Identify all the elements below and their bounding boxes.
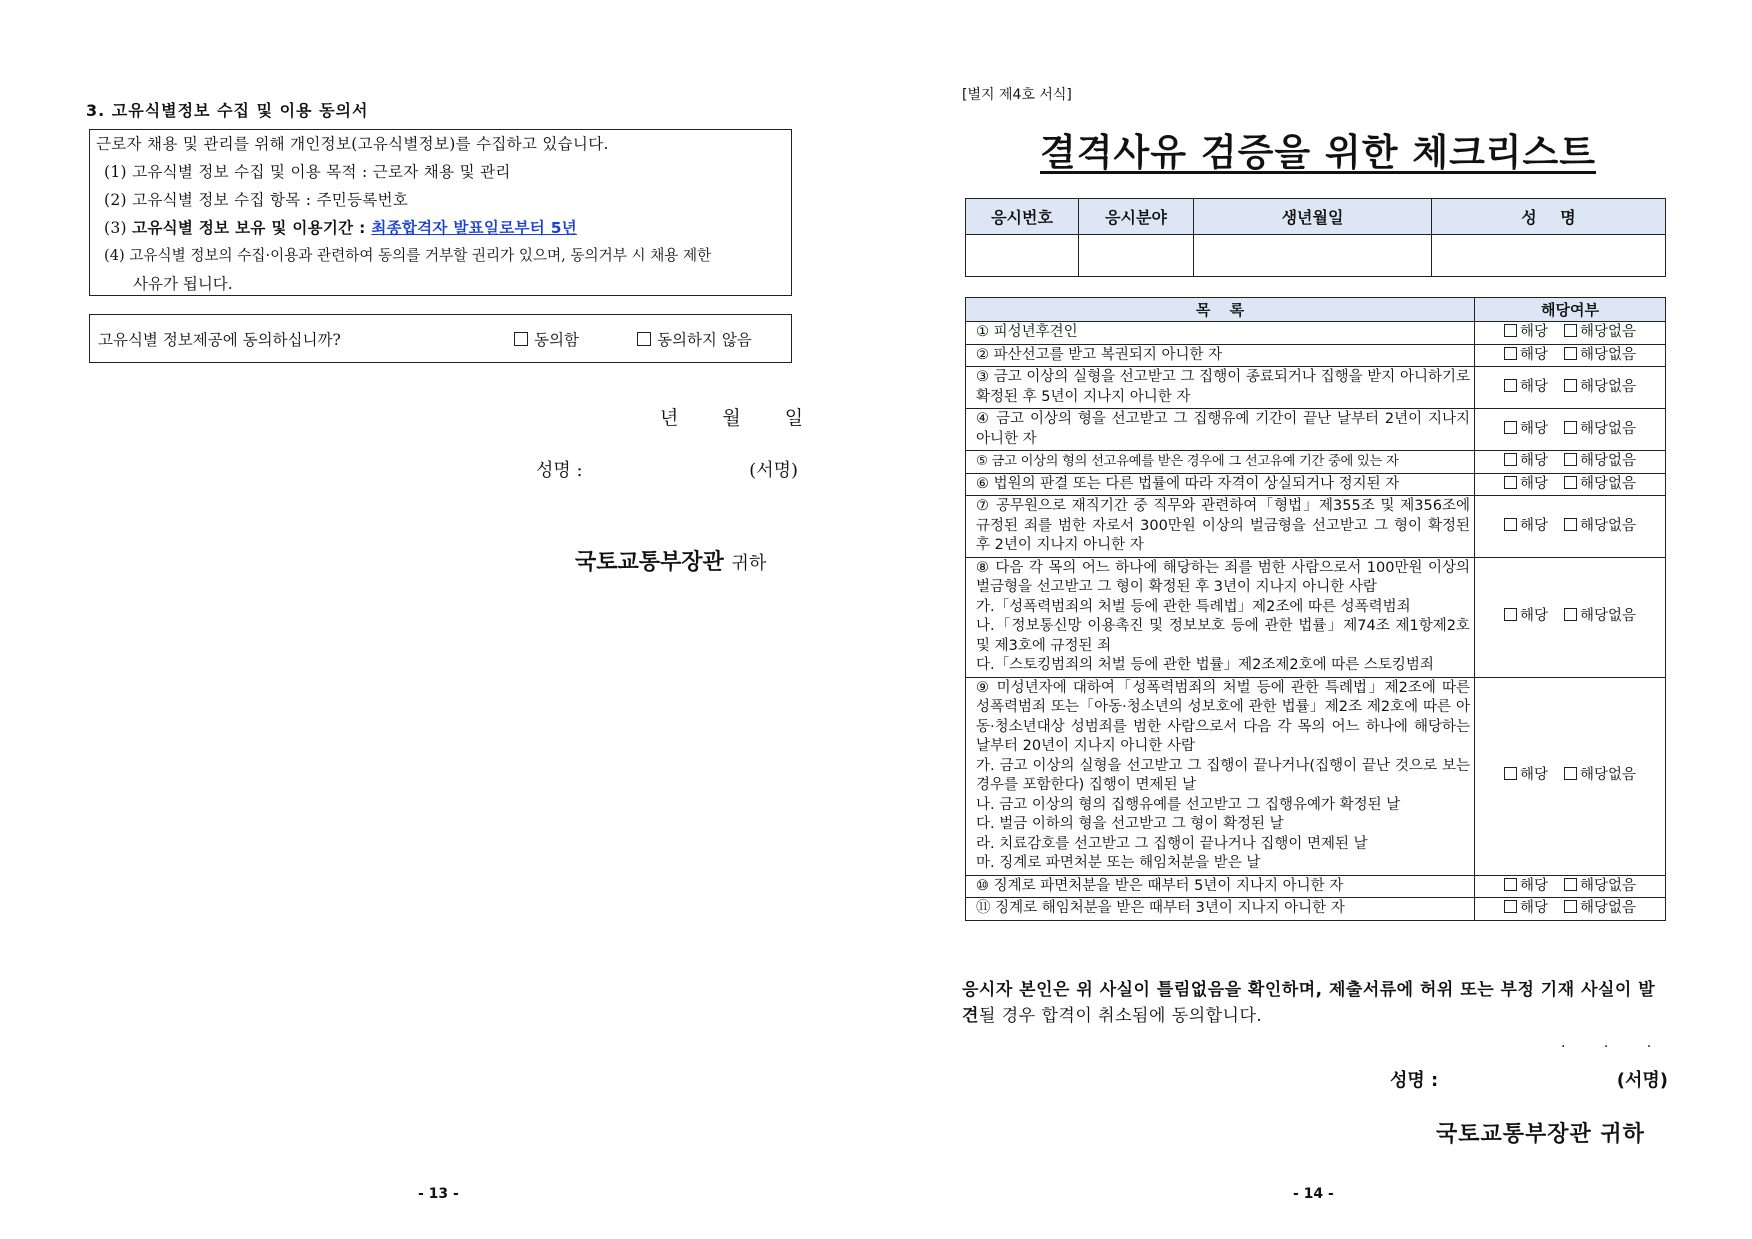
no-checkbox[interactable] xyxy=(1564,476,1577,489)
option-no[interactable] xyxy=(1564,378,1636,398)
checklist-row xyxy=(966,409,1666,451)
item-8-sub-a: 가.「성폭력범죄의 처벌 등에 관한 특례법」제2조에 따른 성폭력범죄 xyxy=(976,598,1411,615)
yes-checkbox[interactable] xyxy=(1504,518,1517,531)
option-no[interactable] xyxy=(1564,323,1636,343)
option-no-label: 해당없음 xyxy=(1579,420,1637,437)
option-yes-label: 해당 xyxy=(1519,324,1548,340)
checklist-options xyxy=(1475,898,1666,921)
name-field[interactable] xyxy=(1432,235,1666,277)
item-9-main: ⑨ 미성년자에 대하여「성폭력범죄의 처벌 등에 관한 특례법」제2조에 따른 성폭력범죄 또는「아동·청소년의 성보호에 관한 법률」제2조 제2호에 따른 아동·청소년대상 성범죄를 범한 사람으로서 다음 각 목의 어느 하나에 해당하는 날부터 20년이 지나지 아니한 사람 xyxy=(976,679,1470,754)
checklist-options xyxy=(1475,367,1666,409)
item-9-sub-b: 나. 금고 이상의 형의 집행유예를 선고받고 그 집행유예가 확정된 날 xyxy=(976,796,1401,813)
checklist-title: 결격사유 검증을 위한 체크리스트 xyxy=(1040,131,1597,174)
checklist-options xyxy=(1475,473,1666,496)
left-signature-line xyxy=(536,456,798,482)
checklist-item-6: ⑥ 법원의 판결 또는 다른 법률에 따라 자격이 상실되거나 정지된 자 xyxy=(966,473,1475,496)
list-header: 목 록 xyxy=(966,298,1475,322)
exam-number-field[interactable] xyxy=(966,235,1079,277)
option-no[interactable] xyxy=(1564,517,1636,537)
agree-label: 동의함 xyxy=(534,331,579,349)
no-checkbox[interactable] xyxy=(1564,767,1577,780)
option-no-label: 해당없음 xyxy=(1579,378,1637,395)
yes-checkbox[interactable] xyxy=(1504,421,1517,434)
right-recipient: 국토교통부장관 귀하 xyxy=(1436,1122,1645,1147)
checklist-row xyxy=(966,344,1666,367)
checklist-options xyxy=(1475,557,1666,677)
option-yes[interactable] xyxy=(1504,475,1548,495)
checklist-options xyxy=(1475,322,1666,345)
exam-field-field[interactable] xyxy=(1079,235,1194,277)
option-yes[interactable] xyxy=(1504,346,1548,366)
option-no[interactable] xyxy=(1564,452,1636,472)
item-9-sub-c: 다. 벌금 이하의 형을 선고받고 그 형이 확정된 날 xyxy=(976,816,1284,832)
option-no-label: 해당없음 xyxy=(1579,517,1637,534)
item-8-sub-b: 나.「정보통신망 이용촉진 및 정보보호 등에 관한 법률」제74조 제1항제2호 및 제3호에 규정된 죄 xyxy=(976,618,1470,654)
checklist-header-row xyxy=(966,298,1666,322)
consent-agree-box xyxy=(89,314,792,363)
disagree-checkbox[interactable] xyxy=(637,332,651,346)
retention-period-link[interactable]: 최종합격자 발표일로부터 5년 xyxy=(371,219,578,237)
left-recipient xyxy=(575,545,766,576)
item-9-sub-e: 마. 징계로 파면처분 또는 해임처분을 받은 날 xyxy=(976,855,1261,871)
no-checkbox[interactable] xyxy=(1564,421,1577,434)
checklist-options xyxy=(1475,496,1666,558)
no-checkbox[interactable] xyxy=(1564,379,1577,392)
no-checkbox[interactable] xyxy=(1564,608,1577,621)
option-no[interactable] xyxy=(1564,607,1636,627)
option-yes-label: 해당 xyxy=(1519,900,1548,916)
option-yes[interactable] xyxy=(1504,877,1548,897)
option-yes[interactable] xyxy=(1504,378,1548,398)
option-no[interactable] xyxy=(1564,766,1636,786)
option-yes[interactable] xyxy=(1504,517,1548,537)
item-9-sub-d: 라. 치료감호를 선고받고 그 집행이 끝나거나 집행이 면제된 날 xyxy=(976,835,1368,852)
disagree-option[interactable] xyxy=(637,328,752,350)
applicant-info-input-row xyxy=(966,235,1666,277)
checklist-item-7: ⑦ 공무원으로 재직기간 중 직무와 관련하여「형법」제355조 및 제356조에 규정된 죄를 범한 자로서 300만원 이상의 벌금형을 선고받고 그 형이 확정된 후 2년이 지나지 아니한 자 xyxy=(966,496,1475,558)
option-no[interactable] xyxy=(1564,899,1636,919)
consent-item-retention-label: 고유식별 정보 보유 및 이용기간 : xyxy=(132,219,372,237)
right-sign-label: 성명 : xyxy=(1390,1070,1439,1091)
yes-checkbox[interactable] xyxy=(1504,324,1517,337)
yes-checkbox[interactable] xyxy=(1504,900,1517,913)
yes-checkbox[interactable] xyxy=(1504,379,1517,392)
option-yes[interactable] xyxy=(1504,899,1548,919)
option-yes-label: 해당 xyxy=(1519,475,1548,492)
applicant-info-header-row xyxy=(966,199,1666,235)
consent-item-purpose: (1) 고유식별 정보 수집 및 이용 목적 : 근로자 채용 및 관리 xyxy=(104,163,511,181)
checklist-row xyxy=(966,322,1666,345)
consent-item-refusal-cont: 사유가 됩니다. xyxy=(133,275,233,293)
option-no-label: 해당없음 xyxy=(1579,453,1637,469)
item-8-main: ⑧ 다음 각 목의 어느 하나에 해당하는 죄를 범한 사람으로서 100만원 이상의 벌금형을 선고받고 그 형이 확정된 후 3년이 지나지 아니한 사람 xyxy=(976,559,1470,595)
left-recipient-suffix: 귀하 xyxy=(731,553,767,574)
option-no-label: 해당없음 xyxy=(1579,324,1637,340)
checklist-options xyxy=(1475,451,1666,474)
checklist-row xyxy=(966,367,1666,409)
option-yes-label: 해당 xyxy=(1519,453,1548,469)
no-checkbox[interactable] xyxy=(1564,900,1577,913)
page-number-14: - 14 - xyxy=(1293,1186,1334,1202)
checklist-item-2: ② 파산선고를 받고 복권되지 아니한 자 xyxy=(966,344,1475,367)
option-no[interactable] xyxy=(1564,877,1636,897)
right-date-line: . . . xyxy=(1561,1035,1652,1051)
option-no-label: 해당없음 xyxy=(1579,608,1637,625)
checklist-item-1: ① 피성년후견인 xyxy=(966,322,1475,345)
option-yes[interactable] xyxy=(1504,420,1548,440)
checklist-item-10: ⑩ 징계로 파면처분을 받은 때부터 5년이 지나지 아니한 자 xyxy=(966,875,1475,898)
option-yes-label: 해당 xyxy=(1519,767,1548,784)
item-9-sub-a: 가. 금고 이상의 실형을 선고받고 그 집행이 끝나거나(집행이 끝난 것으로 보는 경우를 포함한다) 집행이 면제된 날 xyxy=(976,757,1470,793)
checklist-row xyxy=(966,557,1666,677)
option-no-label: 해당없음 xyxy=(1579,877,1637,894)
consent-item-fields: (2) 고유식별 정보 수집 항목 : 주민등록번호 xyxy=(104,191,409,209)
no-checkbox[interactable] xyxy=(1564,347,1577,360)
option-yes-label: 해당 xyxy=(1519,420,1548,437)
checklist-row xyxy=(966,496,1666,558)
consent-section-title: 3. 고유식별정보 수집 및 이용 동의서 xyxy=(86,101,369,120)
option-yes-label: 해당 xyxy=(1519,517,1548,534)
agree-option[interactable] xyxy=(514,328,579,350)
option-no[interactable] xyxy=(1564,346,1636,366)
checklist-item-9 xyxy=(966,677,1475,875)
checklist-row xyxy=(966,677,1666,875)
option-no-label: 해당없음 xyxy=(1579,475,1637,492)
option-no[interactable] xyxy=(1564,420,1636,440)
yes-checkbox[interactable] xyxy=(1504,476,1517,489)
no-checkbox[interactable] xyxy=(1564,518,1577,531)
consent-item-retention xyxy=(96,214,785,242)
left-sign-label: 성명 : xyxy=(536,460,583,481)
checklist-item-11: ⑪ 징계로 해임처분을 받은 때부터 3년이 지나지 아니한 자 xyxy=(966,898,1475,921)
option-yes-label: 해당 xyxy=(1519,378,1548,395)
yes-checkbox[interactable] xyxy=(1504,608,1517,621)
declaration-bold: 응시자 본인은 위 사실이 틀림없음을 확인하며, 제출서류에 허위 또는 부정 기재 사실이 발견 xyxy=(962,980,1656,1026)
applicant-declaration xyxy=(962,977,1668,1029)
option-no-label: 해당없음 xyxy=(1579,346,1637,363)
declaration-rest: 될 경우 합격이 취소됨에 동의합니다. xyxy=(978,1006,1263,1026)
checklist-options xyxy=(1475,875,1666,898)
no-checkbox[interactable] xyxy=(1564,453,1577,466)
right-sign-suffix: (서명) xyxy=(1616,1070,1668,1091)
checklist-row xyxy=(966,875,1666,898)
option-no-label: 해당없음 xyxy=(1579,767,1637,784)
applicant-info-table xyxy=(965,198,1666,277)
birth-date-field[interactable] xyxy=(1194,235,1432,277)
consent-item-refusal: (4) 고유식별 정보의 수집·이용과 관련하여 동의를 거부할 권리가 있으며, 동의거부 시 채용 제한 xyxy=(104,247,712,264)
no-checkbox[interactable] xyxy=(1564,878,1577,891)
header-birth-date: 생년월일 xyxy=(1194,199,1432,235)
checklist-row xyxy=(966,473,1666,496)
disqualification-checklist xyxy=(965,297,1666,921)
option-no-label: 해당없음 xyxy=(1579,900,1637,916)
option-yes[interactable] xyxy=(1504,766,1548,786)
option-yes[interactable] xyxy=(1504,607,1548,627)
right-signature-line xyxy=(1390,1066,1668,1092)
consent-info-box xyxy=(89,129,792,296)
checklist-row xyxy=(966,898,1666,921)
page-number-13: - 13 - xyxy=(418,1186,459,1202)
left-recipient-name: 국토교통부장관 xyxy=(575,550,724,575)
option-no[interactable] xyxy=(1564,475,1636,495)
header-exam-field: 응시분야 xyxy=(1079,199,1194,235)
checklist-item-5: ⑤ 금고 이상의 형의 선고유예를 받은 경우에 그 선고유예 기간 중에 있는 자 xyxy=(966,451,1475,474)
yes-checkbox[interactable] xyxy=(1504,878,1517,891)
option-yes-label: 해당 xyxy=(1519,346,1548,363)
form-number: [별지 제4호 서식] xyxy=(962,87,1072,103)
checklist-item-4: ④ 금고 이상의 형을 선고받고 그 집행유예 기간이 끝난 날부터 2년이 지나지 아니한 자 xyxy=(966,409,1475,451)
checklist-options xyxy=(1475,409,1666,451)
left-sign-suffix: (서명) xyxy=(749,460,798,481)
left-date-line: 년 월 일 xyxy=(660,407,804,429)
yes-checkbox[interactable] xyxy=(1504,453,1517,466)
option-yes-label: 해당 xyxy=(1519,608,1548,625)
option-yes[interactable] xyxy=(1504,452,1548,472)
consent-question: 고유식별 정보제공에 동의하십니까? xyxy=(98,331,341,349)
checklist-item-8 xyxy=(966,557,1475,677)
yes-checkbox[interactable] xyxy=(1504,767,1517,780)
header-name: 성 명 xyxy=(1432,199,1666,235)
status-header: 해당여부 xyxy=(1475,298,1666,322)
option-yes-label: 해당 xyxy=(1519,877,1548,894)
option-yes[interactable] xyxy=(1504,323,1548,343)
checklist-options xyxy=(1475,344,1666,367)
disagree-label: 동의하지 않음 xyxy=(657,331,752,349)
checklist-row xyxy=(966,451,1666,474)
item-8-sub-c: 다.「스토킹범죄의 처벌 등에 관한 법률」제2조제2호에 따른 스토킹범죄 xyxy=(976,657,1434,673)
header-exam-number: 응시번호 xyxy=(966,199,1079,235)
yes-checkbox[interactable] xyxy=(1504,347,1517,360)
no-checkbox[interactable] xyxy=(1564,324,1577,337)
checklist-item-3: ③ 금고 이상의 실형을 선고받고 그 집행이 종료되거나 집행을 받지 아니하기로 확정된 후 5년이 지나지 아니한 자 xyxy=(966,367,1475,409)
checklist-options xyxy=(1475,677,1666,875)
agree-checkbox[interactable] xyxy=(514,332,528,346)
consent-intro: 근로자 채용 및 관리를 위해 개인정보(고유식별정보)를 수집하고 있습니다. xyxy=(96,135,609,153)
consent-item-retention-number: (3) xyxy=(104,219,133,237)
